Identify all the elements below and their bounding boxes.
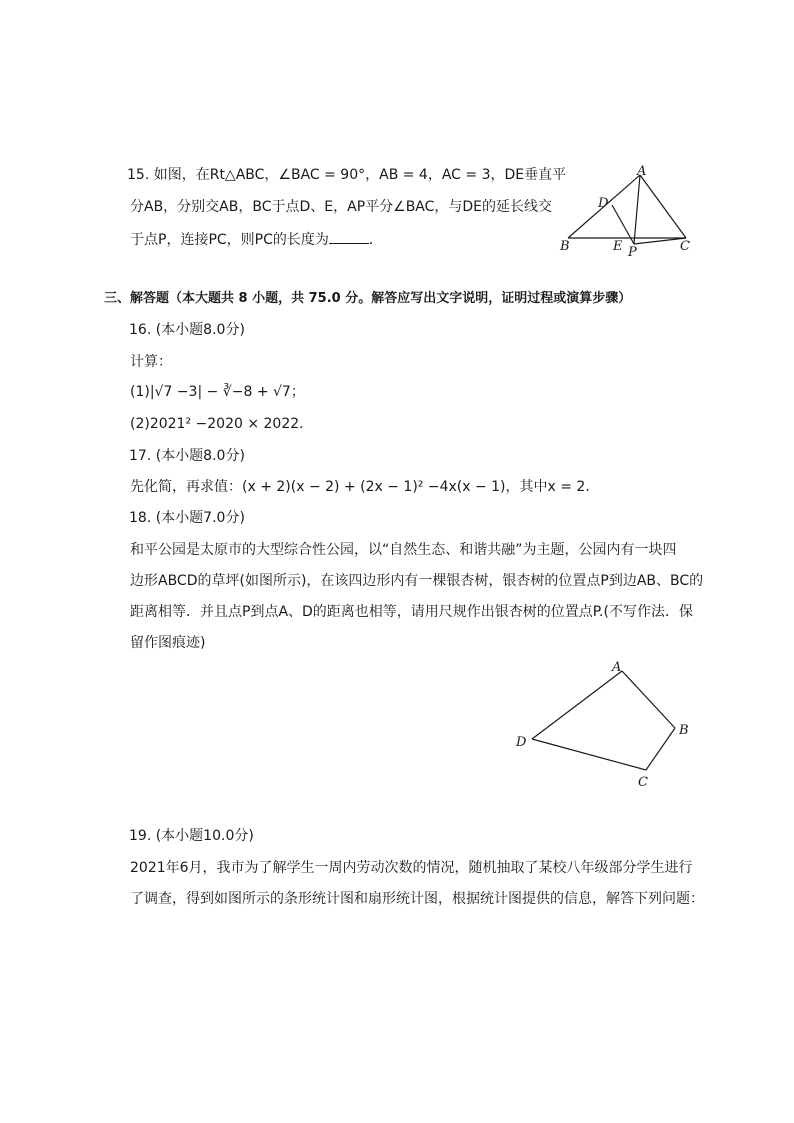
seg-AP (634, 175, 640, 244)
q16-header: 16. (本小题8.0分) (129, 322, 245, 338)
label-B: B (560, 239, 570, 254)
q18-quadrilateral-figure (505, 655, 705, 795)
seg-PC (634, 238, 686, 244)
seg-AC (640, 175, 686, 238)
seg-AB (622, 671, 675, 728)
q15-line3 (130, 229, 383, 250)
label-C: C (638, 775, 648, 790)
seg-BC (646, 728, 675, 770)
label-D: D (598, 196, 609, 211)
seg-DA (532, 671, 622, 739)
q18-line2: 边形ABCD的草坪(如图所示)，在该四边形内有一棵银杏树，银杏树的位置点P到边AB、BC的 (130, 573, 704, 589)
label-B: B (679, 723, 689, 738)
label-P: P (628, 245, 637, 260)
q17-text: 先化简，再求值：(x + 2)(x − 2) + (2x − 1)² −4x(x − 1)，其中x = 2． (130, 479, 600, 495)
q18-header: 18. (本小题7.0分) (129, 510, 245, 526)
q15-line3-text: 于点P，连接PC，则PC的长度为 (130, 232, 329, 248)
q15-triangle-figure (550, 165, 710, 260)
q18-line1: 和平公园是太原市的大型综合性公园，以“自然生态、和谐共融”为主题，公园内有一块四 (130, 542, 677, 558)
q18-line3: 距离相等．并且点P到点A、D的距离也相等，请用尺规作出银杏树的位置点P.(不写作法．保 (130, 604, 693, 620)
q16-part1: (1)|√7 −3| − ∛−8 + √7； (130, 384, 305, 400)
label-A: A (637, 165, 647, 179)
q17-header: 17. (本小题8.0分) (129, 448, 245, 464)
q15-line1: 15. 如图，在Rt△ABC，∠BAC = 90°，AB = 4，AC = 3，DE垂直平 (127, 167, 567, 183)
q15-line3-end: ． (368, 232, 383, 248)
label-D: D (516, 735, 527, 750)
label-A: A (612, 660, 622, 675)
label-C: C (680, 239, 690, 254)
q19-line1: 2021年6月，我市为了解学生一周内劳动次数的情况，随机抽取了某校八年级部分学生进行 (130, 860, 693, 876)
label-E: E (613, 239, 623, 254)
answer-blank (329, 229, 369, 244)
section-heading: 三、解答题（本大题共 8 小题，共 75.0 分。解答应写出文字说明，证明过程或演算步骤） (104, 291, 632, 306)
q16-part2: (2)2021² −2020 × 2022． (130, 416, 314, 432)
q19-line2: 了调查，得到如图所示的条形统计图和扇形统计图，根据统计图提供的信息，解答下列问题： (130, 891, 704, 907)
seg-CD (532, 739, 646, 770)
q16-intro: 计算： (130, 354, 172, 370)
q19-header: 19. (本小题10.0分) (129, 828, 254, 844)
q18-line4: 留作图痕迹) (130, 635, 206, 651)
q15-line2: 分AB，分别交AB，BC于点D、E，AP平分∠BAC，与DE的延长线交 (130, 199, 553, 215)
